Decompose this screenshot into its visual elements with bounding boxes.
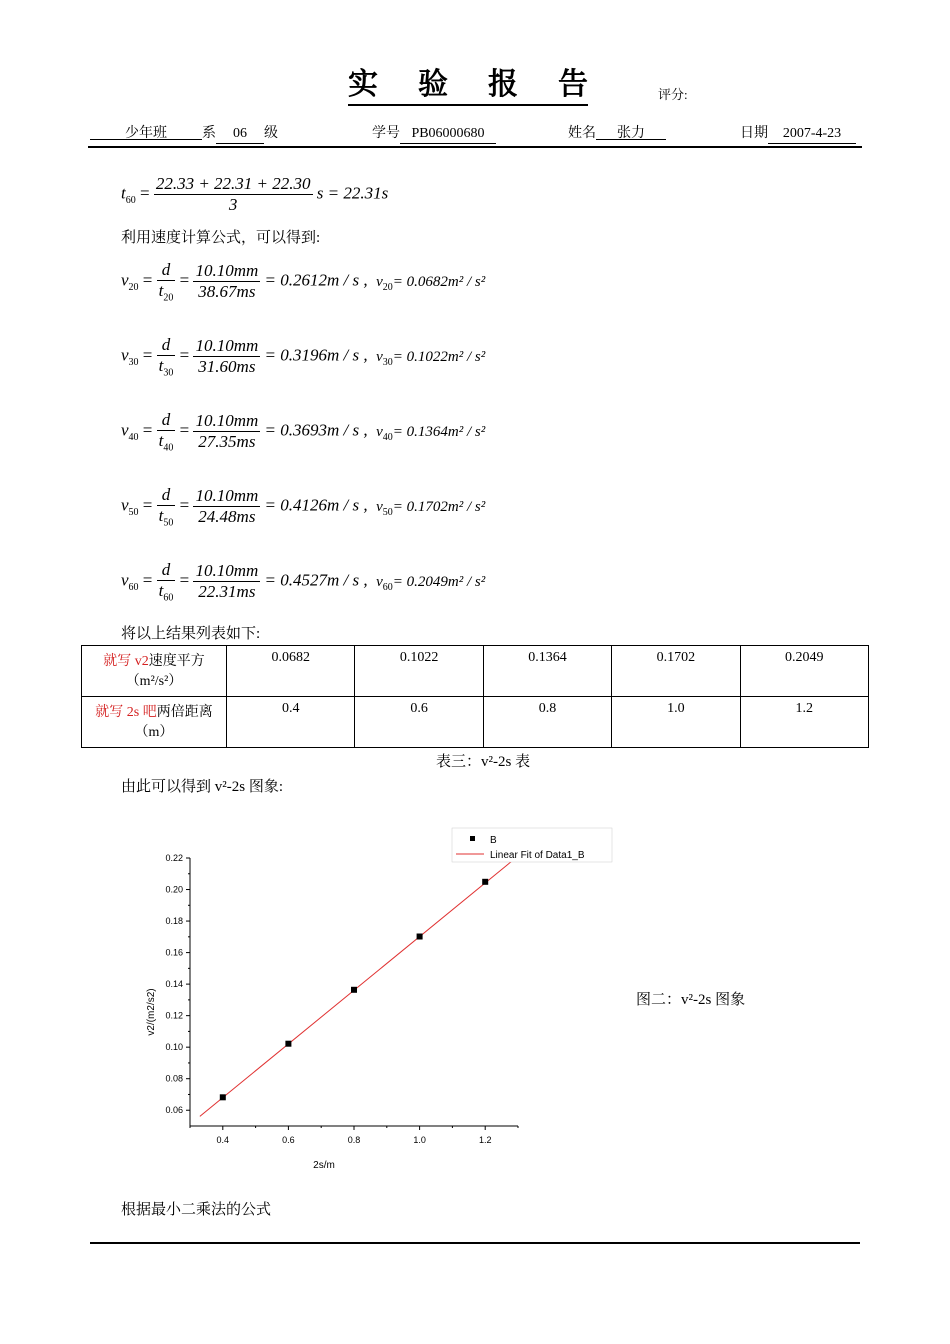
legend-marker bbox=[470, 836, 475, 841]
d-var: d bbox=[157, 485, 176, 506]
table-cell: 0.1364 bbox=[483, 646, 611, 697]
distance-value: 10.10mm bbox=[195, 411, 259, 431]
y-tick-label: 0.10 bbox=[165, 1042, 183, 1053]
y-tick-label: 0.22 bbox=[165, 853, 183, 863]
y-tick-label: 0.18 bbox=[165, 916, 183, 927]
d-var: d bbox=[157, 560, 176, 581]
header-divider bbox=[88, 146, 862, 148]
t-var: t bbox=[158, 581, 164, 600]
table-caption: 表三：v²-2s 表 bbox=[436, 754, 531, 770]
velocity-result: = 0.4527m / s , bbox=[264, 570, 368, 590]
d-over-t bbox=[157, 560, 176, 603]
distance-value: 10.10mm bbox=[195, 336, 259, 356]
velocity-result: = 0.4126m / s , bbox=[264, 495, 368, 515]
mm-over-ms bbox=[193, 561, 260, 602]
v-sub: 20 bbox=[128, 282, 139, 293]
table-cell: 0.8 bbox=[483, 697, 611, 748]
x-axis-label: 2s/m bbox=[313, 1160, 335, 1171]
t-sub: 40 bbox=[163, 442, 174, 454]
x-tick-label: 1.2 bbox=[478, 1135, 492, 1145]
t-var: t bbox=[158, 281, 164, 300]
class-field bbox=[90, 122, 278, 144]
x-tick-label: 1.0 bbox=[413, 1135, 426, 1145]
row-header-velocity-squared bbox=[82, 646, 227, 697]
title-char: 实 bbox=[348, 68, 378, 101]
legend-label: Linear Fit of Data1_B bbox=[490, 850, 585, 861]
dept-value: 06 bbox=[216, 126, 264, 144]
legend-label: B bbox=[490, 835, 497, 846]
data-point bbox=[417, 934, 423, 940]
y-axis-label: v2/(m2/s2) bbox=[146, 988, 157, 1036]
table-cell: 0.1022 bbox=[355, 646, 483, 697]
footer-divider bbox=[90, 1242, 860, 1244]
title-char: 验 bbox=[418, 68, 448, 101]
distance-value: 10.10mm bbox=[195, 561, 259, 581]
time-value: 31.60ms bbox=[198, 357, 256, 377]
d-var: d bbox=[157, 410, 176, 431]
d-over-t bbox=[157, 485, 176, 528]
row-unit: （m²/s²） bbox=[125, 674, 183, 689]
velocity-equation: $v_{50}$ = $\frac{d}{t_{50}}$ = $\frac{10.10mm}{24.48ms}$ = 0.4126m / s , $v_{50}= 0.1702m^2 / s^2$ bbox=[121, 485, 486, 529]
velocity-squared-result: = 0.1702m² / s² bbox=[392, 498, 486, 515]
table-intro: 将以上结果列表如下: bbox=[121, 626, 261, 642]
t60-result: s = 22.31s bbox=[316, 183, 389, 203]
y-tick-label: 0.06 bbox=[165, 1105, 183, 1116]
row-label: 两倍距离（m） bbox=[134, 705, 213, 740]
table-cell: 0.6 bbox=[355, 697, 483, 748]
v-sub: 30 bbox=[128, 357, 139, 368]
table-cell: 0.1702 bbox=[612, 646, 740, 697]
v-sub: 40 bbox=[128, 432, 139, 443]
student-id-field bbox=[372, 122, 496, 144]
y-tick-label: 0.08 bbox=[165, 1073, 183, 1084]
data-point bbox=[220, 1094, 226, 1100]
table-cell: 1.0 bbox=[612, 697, 740, 748]
table-cell: 1.2 bbox=[740, 697, 868, 748]
table-cell: 0.4 bbox=[227, 697, 355, 748]
v2-sub: 60 bbox=[382, 581, 393, 593]
velocity-equation: $v_{20}$ = $\frac{d}{t_{20}}$ = $\frac{10.10mm}{38.67ms}$ = 0.2612m / s , $v_{20}= 0.0682m^2 / s^2$ bbox=[121, 260, 486, 304]
velocity-equation: $v_{40}$ = $\frac{d}{t_{40}}$ = $\frac{10.10mm}{27.35ms}$ = 0.3693m / s , $v_{40}= 0.1364m^2 / s^2$ bbox=[121, 410, 486, 454]
time-value: 38.67ms bbox=[198, 282, 256, 302]
distance-value: 10.10mm bbox=[195, 261, 259, 281]
d-over-t bbox=[157, 335, 176, 378]
time-value: 22.31ms bbox=[198, 582, 256, 602]
data-point bbox=[482, 879, 488, 885]
results-table bbox=[81, 645, 869, 748]
time-value: 24.48ms bbox=[198, 507, 256, 527]
table-cell: 0.0682 bbox=[227, 646, 355, 697]
velocity-squared-result: = 0.1022m² / s² bbox=[392, 348, 486, 365]
red-annotation: 就写 2s 吧 bbox=[95, 705, 157, 720]
velocity-result: = 0.3693m / s , bbox=[264, 420, 368, 440]
time-value: 27.35ms bbox=[198, 432, 256, 452]
v2-2s-chart bbox=[130, 820, 585, 1171]
y-tick-label: 0.16 bbox=[165, 947, 183, 958]
t-sub: 30 bbox=[163, 367, 174, 379]
d-over-t bbox=[157, 410, 176, 453]
chart-axes bbox=[146, 853, 518, 1171]
intro-text: 利用速度计算公式，可以得到: bbox=[121, 230, 321, 246]
distance-value: 10.10mm bbox=[195, 486, 259, 506]
t60-numerator: 22.33 + 22.31 + 22.30 bbox=[155, 174, 311, 193]
id-label: 学号 bbox=[372, 126, 400, 141]
t-var: t bbox=[158, 506, 164, 525]
data-point bbox=[351, 987, 357, 993]
name-field bbox=[568, 122, 666, 142]
mm-over-ms bbox=[193, 411, 260, 452]
mm-over-ms bbox=[193, 486, 260, 527]
mm-over-ms bbox=[193, 261, 260, 302]
velocity-result: = 0.3196m / s , bbox=[264, 345, 368, 365]
velocity-squared-result: = 0.0682m² / s² bbox=[392, 273, 486, 290]
t60-var: t bbox=[121, 183, 126, 203]
d-var: d bbox=[157, 335, 176, 356]
name-value: 张力 bbox=[596, 122, 666, 140]
velocity-squared-result: = 0.2049m² / s² bbox=[392, 573, 486, 590]
x-tick-label: 0.6 bbox=[282, 1135, 295, 1145]
score-label: 评分: bbox=[658, 87, 688, 102]
x-tick-label: 0.8 bbox=[347, 1135, 361, 1145]
t-sub: 20 bbox=[163, 292, 174, 304]
v2-sub: 40 bbox=[382, 431, 393, 443]
row-label: 速度平方 bbox=[148, 654, 205, 669]
d-var: d bbox=[157, 260, 176, 281]
d-over-t bbox=[157, 260, 176, 303]
t-var: t bbox=[158, 431, 164, 450]
velocity-equation: $v_{60}$ = $\frac{d}{t_{60}}$ = $\frac{10.10mm}{22.31ms}$ = 0.4527m / s , $v_{60}= 0.2049m^2 / s^2$ bbox=[121, 560, 486, 604]
name-label: 姓名 bbox=[568, 126, 596, 141]
v2-sub: 50 bbox=[382, 506, 393, 518]
y-tick-label: 0.12 bbox=[165, 1010, 183, 1021]
t60-fraction bbox=[154, 174, 313, 215]
table-cell: 0.2049 bbox=[740, 646, 868, 697]
fit-line bbox=[200, 859, 515, 1117]
date-field bbox=[740, 122, 856, 144]
table-row bbox=[82, 697, 869, 748]
closing-text: 根据最小二乘法的公式 bbox=[121, 1202, 272, 1218]
v-sub: 50 bbox=[128, 507, 139, 518]
graph-intro: 由此可以得到 v²-2s 图象: bbox=[121, 779, 283, 795]
t-var: t bbox=[158, 356, 164, 375]
t-sub: 60 bbox=[163, 592, 174, 604]
y-tick-label: 0.14 bbox=[165, 979, 183, 990]
x-tick-label: 0.4 bbox=[216, 1135, 230, 1145]
dept-label: 系 bbox=[202, 126, 216, 141]
title-char: 告 bbox=[558, 68, 588, 101]
figure-caption: 图二：v²-2s 图象 bbox=[636, 992, 746, 1008]
data-point bbox=[285, 1041, 291, 1047]
grade-label: 级 bbox=[264, 126, 278, 141]
v2-sub: 30 bbox=[382, 356, 393, 368]
t60-denominator: 3 bbox=[228, 195, 238, 214]
report-title bbox=[348, 66, 588, 106]
t60-sub: 60 bbox=[125, 194, 136, 206]
chart-legend bbox=[452, 828, 612, 862]
row-header-double-distance bbox=[82, 697, 227, 748]
id-value: PB06000680 bbox=[400, 126, 496, 144]
title-char: 报 bbox=[488, 68, 518, 101]
chart-marks bbox=[200, 859, 515, 1117]
date-value: 2007-4-23 bbox=[768, 126, 856, 144]
velocity-equation: $v_{30}$ = $\frac{d}{t_{30}}$ = $\frac{10.10mm}{31.60ms}$ = 0.3196m / s , $v_{30}= 0.1022m^2 / s^2$ bbox=[121, 335, 486, 379]
v-sub: 60 bbox=[128, 582, 139, 593]
velocity-squared-result: = 0.1364m² / s² bbox=[392, 423, 486, 440]
red-annotation: 就写 v2 bbox=[103, 654, 149, 669]
class-value: 少年班 bbox=[90, 122, 202, 140]
v2-sub: 20 bbox=[382, 281, 393, 293]
velocity-result: = 0.2612m / s , bbox=[264, 270, 368, 290]
y-tick-label: 0.20 bbox=[165, 884, 183, 895]
t60-equation: $t_{60}$ = $\frac{22.33 + 22.31 + 22.30}{3}$ s = 22.31s bbox=[121, 174, 389, 214]
t-sub: 50 bbox=[163, 517, 174, 529]
table-row bbox=[82, 646, 869, 697]
date-label: 日期 bbox=[740, 126, 768, 141]
mm-over-ms bbox=[193, 336, 260, 377]
